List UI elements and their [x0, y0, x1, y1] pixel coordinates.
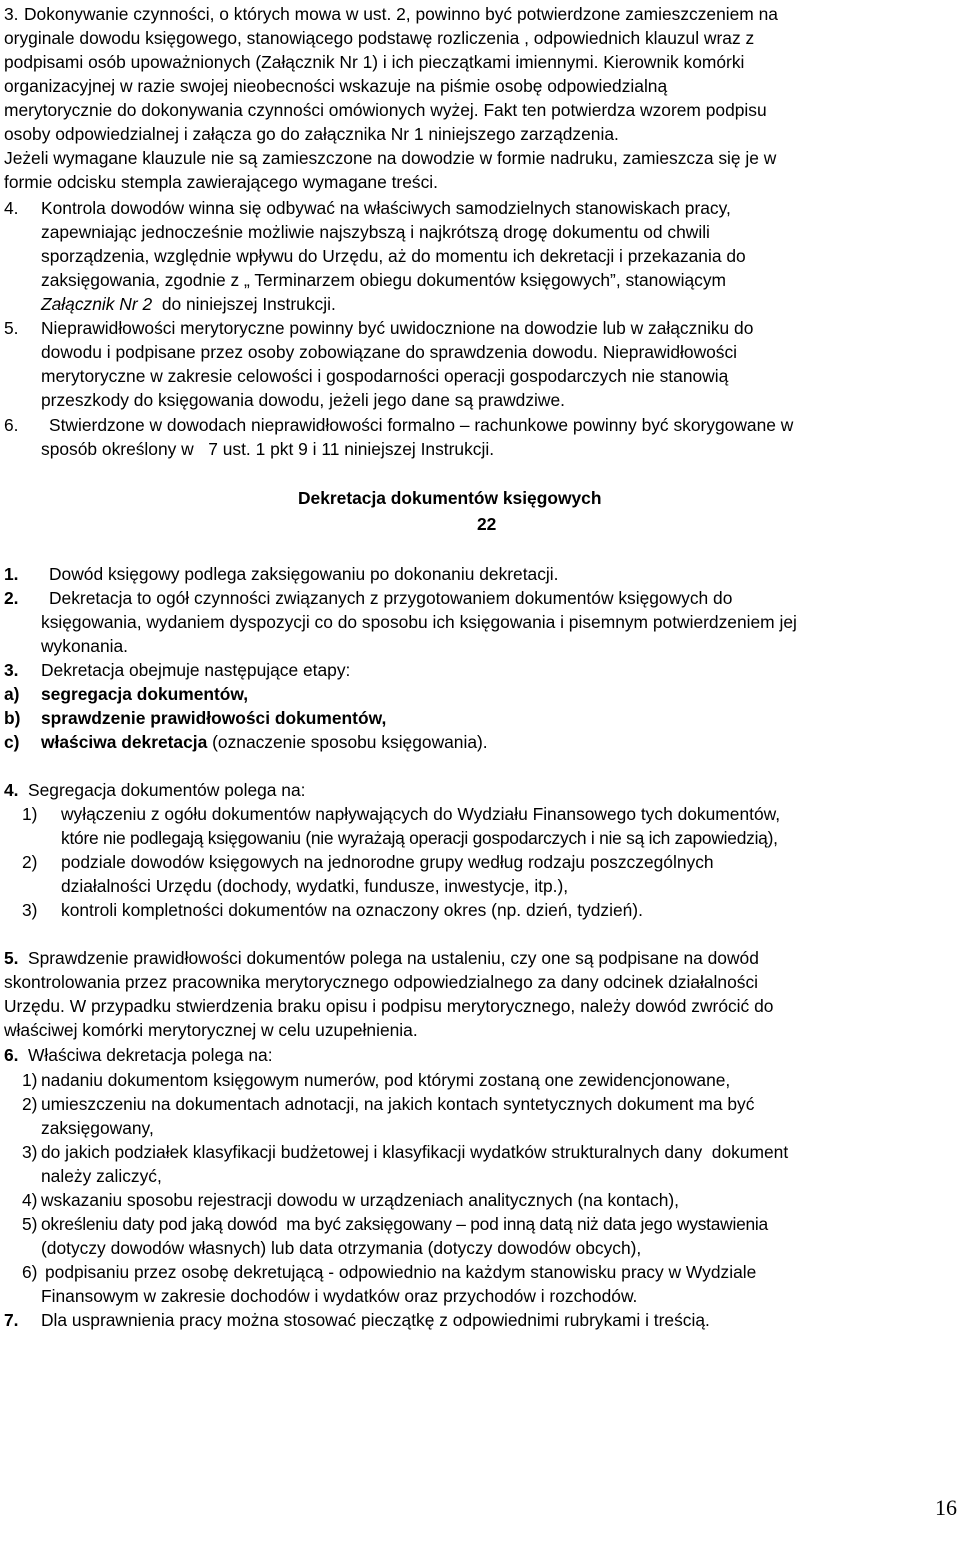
decree-step-5-number: 5): [22, 1214, 38, 1234]
item-6-line: Stwierdzone w dowodach nieprawidłowości formalno – rachunkowe powinny być skorygowane w: [49, 415, 794, 435]
stage-b-text: sprawdzenie prawidłowości dokumentów,: [41, 708, 387, 728]
item-3-line: [4, 98, 767, 122]
decree-6-number: 6.: [4, 1045, 19, 1065]
decree-step-6-line: Finansowym w zakresie dochodów i wydatków oraz przychodów i rozchodów.: [41, 1286, 638, 1306]
segregation-2-line: podziale dowodów księgowych na jednorodne grupy według rodzaju poszczególnych: [61, 852, 714, 872]
item-4-line: [41, 292, 336, 316]
decree-3-text: Dekretacja obejmuje następujące etapy:: [41, 660, 351, 680]
decree-5-line: Urzędu. W przypadku stwierdzenia braku opisu i podpisu merytorycznego, należy dowód zwrócić do: [4, 996, 774, 1016]
decree-2-number: 2.: [4, 588, 19, 608]
segregation-2-line: działalności Urzędu (dochody, wydatki, fundusze, inwestycje, itp.),: [61, 876, 569, 896]
decree-5-line: właściwej komórki merytorycznej w celu uzupełnienia.: [4, 1020, 418, 1040]
segregation-2-number: 2): [22, 852, 38, 872]
decree-5-number: 5.: [4, 948, 19, 968]
decree-step-5-line: (dotyczy dowodów własnych) lub data otrzymania (dotyczy dowodów obcych),: [41, 1238, 642, 1258]
decree-6-text: Właściwa dekretacja polega na:: [28, 1045, 273, 1065]
decree-7-number: 7.: [4, 1310, 19, 1330]
item-3-line: Dokonywanie czynności, o których mowa w ust. 2, powinno być potwierdzone zamieszczeniem na: [24, 4, 778, 24]
item-4-line: zapewniając jednocześnie możliwie najszybszą i najkrótszą drogę dokumentu od chwili: [41, 222, 710, 242]
attachment-2-reference: Załącznik Nr 2: [41, 294, 153, 314]
section-number: 22: [477, 514, 497, 534]
item-5-line: przeszkody do księgowania dowodu, jeżeli jego dane są prawdziwe.: [41, 390, 565, 410]
item-3-number: 3.: [4, 4, 19, 24]
stage-c-note: (oznaczenie sposobu księgowania).: [207, 732, 488, 752]
decree-step-4-number: 4): [22, 1190, 38, 1210]
item-6-line: [41, 437, 494, 461]
item-3-line: organizacyjnej w razie swojej nieobecności wskazuje na piśmie osobę odpowiedzialną: [4, 76, 668, 96]
stage-a-text: segregacja dokumentów,: [41, 684, 249, 704]
segregation-1-line: które nie podlegają księgowaniu (nie wyrażają operacji gospodarczych i nie są ich zapowiedzią),: [61, 828, 778, 848]
decree-1-text: Dowód księgowy podlega zaksięgowaniu po dokonaniu dekretacji.: [49, 564, 559, 584]
item-3-line-text: podpisami osób upoważnionych (Załącznik Nr 1) i ich pieczątkami imiennymi.: [4, 52, 599, 72]
decree-step-5-line: określeniu daty pod jaką dowód ma być zaksięgowany – pod inną datą niż data jego wystawienia: [41, 1214, 768, 1234]
item-4-line-text: do niniejszej Instrukcji.: [161, 294, 336, 314]
segregation-1-line: wyłączeniu z ogółu dokumentów napływających do Wydziału Finansowego tych dokumentów,: [61, 804, 781, 824]
segregation-1-number: 1): [22, 804, 38, 824]
decree-step-4-line: wskazaniu sposobu rejestracji dowodu w urządzeniach analitycznych (na kontach),: [41, 1190, 679, 1210]
stage-b: [41, 706, 386, 730]
item-4-line: zaksięgowania, zgodnie z „ Terminarzem obiegu dokumentów księgowych”, stanowiącym: [41, 270, 727, 290]
item-4-line: sporządzenia, względnie wpływu do Urzędu, aż do momentu ich dekretacji i przekazania do: [41, 246, 746, 266]
segregation-3-line: kontroli kompletności dokumentów na oznaczony okres (np. dzień, tydzień).: [61, 900, 643, 920]
decree-step-6-line: podpisaniu przez osobę dekretującą - odpowiednio na każdym stanowisku pracy w Wydziale: [45, 1262, 757, 1282]
decree-7-text: Dla usprawnienia pracy można stosować pieczątkę z odpowiednimi rubrykami i treścią.: [41, 1310, 710, 1330]
stage-c: [41, 730, 488, 754]
decree-2-line: wykonania.: [41, 636, 129, 656]
item-3-line: [4, 50, 744, 74]
stage-c-text: właściwa dekretacja: [41, 732, 208, 752]
item-3-line: oryginale dowodu księgowego, stanowiącego podstawę rozliczenia , odpowiednich klauzul wraz z: [4, 28, 755, 48]
decree-step-3-number: 3): [22, 1142, 38, 1162]
decree-step-6-number: 6): [22, 1262, 38, 1282]
item-5-number: 5.: [4, 318, 19, 338]
item-5-line: Nieprawidłowości merytoryczne powinny być uwidocznione na dowodzie lub w załączniku do: [41, 318, 754, 338]
decree-step-2-line: umieszczeniu na dokumentach adnotacji, na jakich kontach syntetycznych dokument ma być: [41, 1094, 755, 1114]
decree-4-text: Segregacja dokumentów polega na:: [28, 780, 306, 800]
decree-2-line: Dekretacja to ogół czynności związanych z przygotowaniem dokumentów księgowych do: [49, 588, 733, 608]
decree-step-1-line: nadaniu dokumentom księgowym numerów, pod którymi zostaną one zewidencjonowane,: [41, 1070, 731, 1090]
decree-3-number: 3.: [4, 660, 19, 680]
decree-2-line: księgowania, wydaniem dyspozycji co do sposobu ich księgowania i pisemnym potwierdzeniem jej: [41, 612, 797, 632]
item-5-line: dowodu i podpisane przez osoby zobowiązane do sprawdzenia dowodu. Nieprawidłowości: [41, 342, 738, 362]
item-3-line: osoby odpowiedzialnej i załącza go do załącznika Nr 1 niniejszego zarządzenia.: [4, 124, 619, 144]
item-3-line-text: merytorycznie do dokonywania czynności omówionych wyżej.: [4, 100, 479, 120]
decree-step-2-line: zaksięgowany,: [41, 1118, 154, 1138]
decree-5-line: skontrolowania przez pracownika merytorycznego odpowiedzialnego za dany odcinek działalności: [4, 972, 759, 992]
section-title: Dekretacja dokumentów księgowych: [298, 488, 602, 508]
decree-step-1-number: 1): [22, 1070, 38, 1090]
item-3-line: formie odcisku stempla zawierającego wymagane treści.: [4, 172, 438, 192]
decree-4-number: 4.: [4, 780, 19, 800]
decree-1-number: 1.: [4, 564, 19, 584]
segregation-3-number: 3): [22, 900, 38, 920]
item-3-line: Jeżeli wymagane klauzule nie są zamieszczone na dowodzie w formie nadruku, zamieszcza się je w: [4, 148, 777, 168]
stage-a: [41, 682, 248, 706]
decree-5-line: Sprawdzenie prawidłowości dokumentów polega na ustaleniu, czy one są podpisane na dowód: [28, 948, 759, 968]
item-4-line: Kontrola dowodów winna się odbywać na właściwych samodzielnych stanowiskach pracy,: [41, 198, 731, 218]
item-5-line: merytoryczne w zakresie celowości i gospodarności operacji gospodarczych nie stanowią: [41, 366, 729, 386]
item-4-number: 4.: [4, 198, 19, 218]
item-3-line-tail: Kierownik komórki: [603, 52, 745, 72]
item-3-line-tail: Fakt ten potwierdza wzorem podpisu: [483, 100, 767, 120]
page-number: 16: [935, 1495, 957, 1520]
decree-step-3-line: do jakich podziałek klasyfikacji budżetowej i klasyfikacji wydatków strukturalnych dany dokument: [41, 1142, 789, 1162]
item-6-line-text: sposób określony w: [41, 439, 194, 459]
item-6-number: 6.: [4, 415, 19, 435]
decree-step-2-number: 2): [22, 1094, 38, 1114]
stage-b-letter: b): [4, 708, 21, 728]
decree-step-3-line: należy zaliczyć,: [41, 1166, 162, 1186]
stage-a-letter: a): [4, 684, 20, 704]
stage-c-letter: c): [4, 732, 20, 752]
item-6-line-text: 7 ust. 1 pkt 9 i 11 niniejszej Instrukcji.: [208, 439, 495, 459]
